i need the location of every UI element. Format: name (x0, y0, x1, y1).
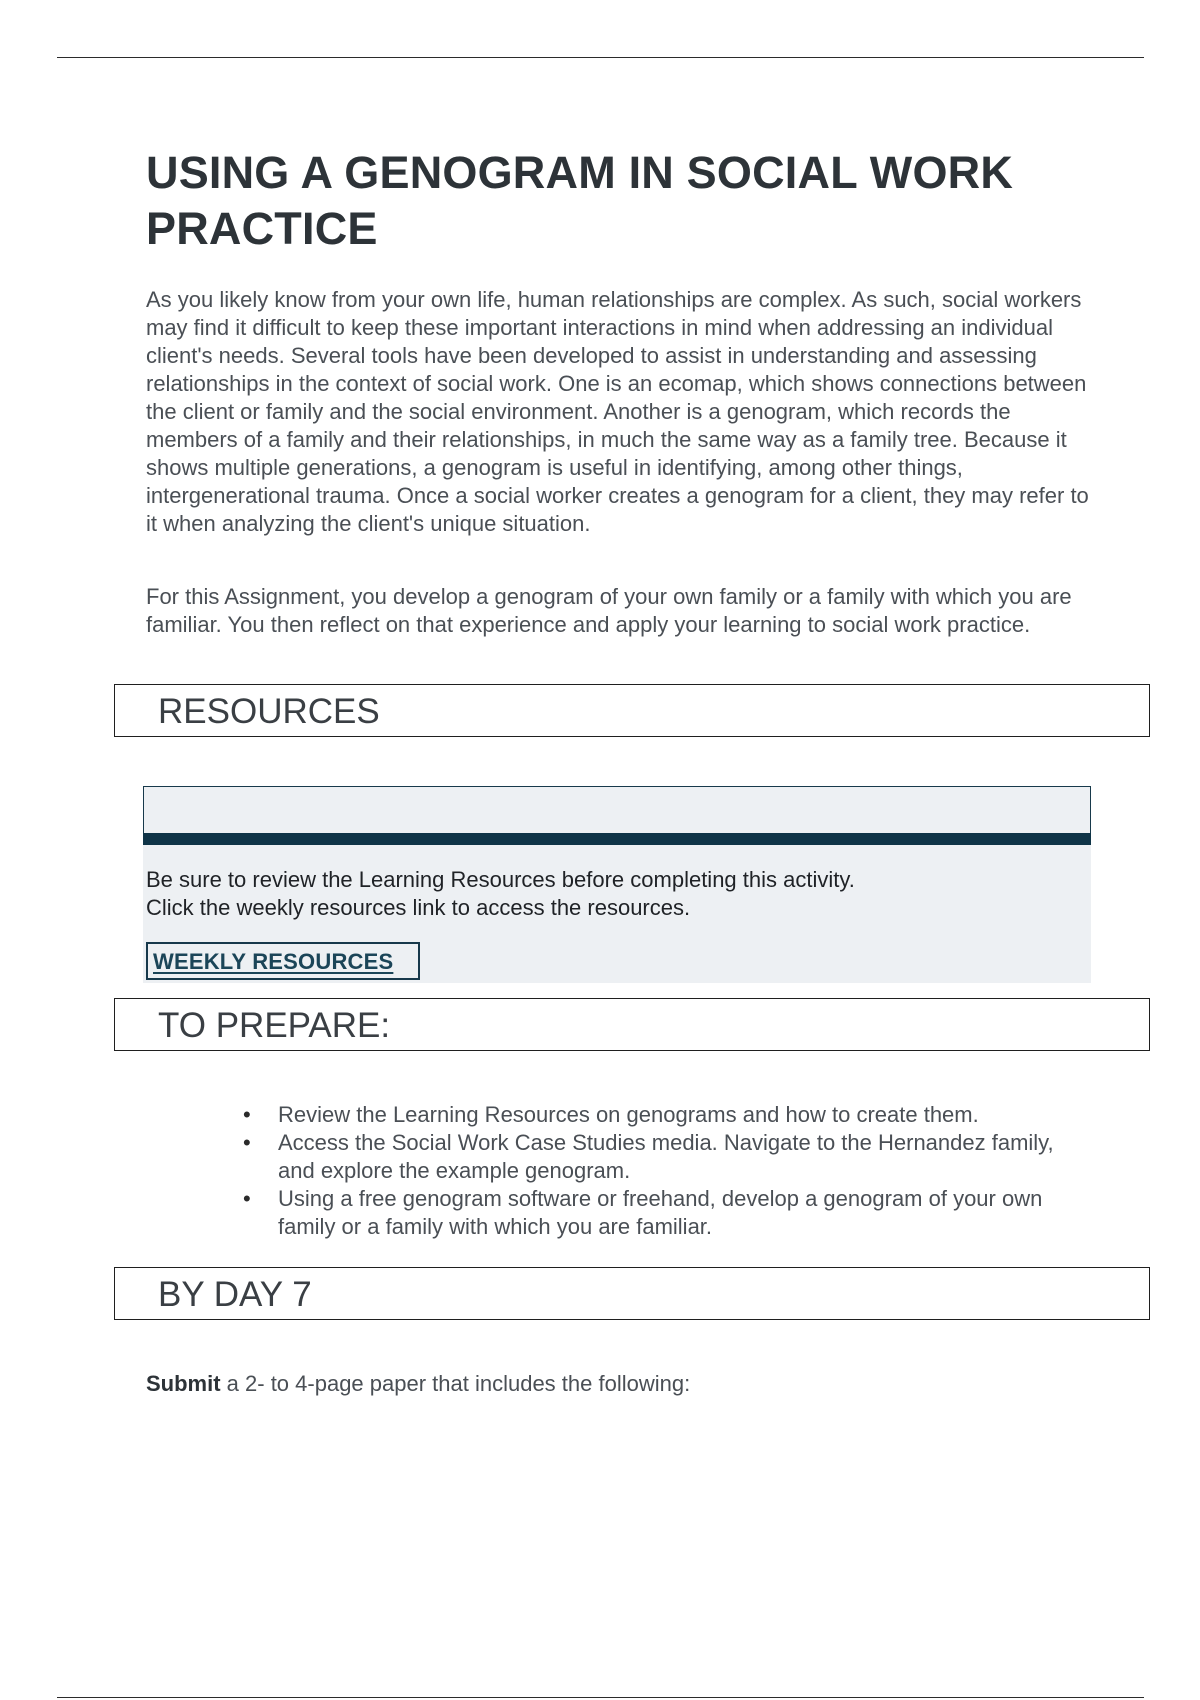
page-title: USING A GENOGRAM IN SOCIAL WORK PRACTICE (146, 147, 1014, 254)
bullet-icon: • (243, 1186, 251, 1211)
submit-rest: a 2- to 4-page paper that includes the following: (220, 1371, 691, 1396)
prepare-list (243, 1101, 1093, 1241)
list-item: • Review the Learning Resources on genograms and how to create them. (243, 1102, 979, 1127)
deadline-heading: BY DAY 7 (158, 1275, 312, 1314)
bullet-icon: • (243, 1102, 251, 1127)
intro-paragraph-1: As you likely know from your own life, human relationships are complex. As such, social workers may find it difficult to keep these important interactions in mind when addressing an individual client's needs. Several tools have been developed to assist in understanding and assessing relationships in the context of social work. One is an ecomap, which shows connections between the client or family and the social environment. Another is a genogram, which records the members of a family and their relationships, in much the same way as a family tree. Because it shows multiple generations, a genogram is useful in identifying, among other things, intergenerational trauma. Once a social worker creates a genogram for a client, they may refer to it when analyzing the client's unique situation. (146, 287, 1089, 536)
resources-section-header (114, 684, 1150, 737)
resources-instructions (146, 866, 1076, 922)
top-rule (57, 57, 1144, 58)
deadline-section-header (114, 1267, 1150, 1320)
bullet-icon: • (243, 1130, 251, 1155)
submit-instruction (146, 1370, 690, 1398)
weekly-resources-button[interactable] (146, 942, 420, 980)
resources-panel-header (143, 786, 1091, 833)
weekly-resources-label: WEEKLY RESOURCES (153, 949, 394, 974)
resources-line-2: Click the weekly resources link to access the resources. (146, 895, 691, 920)
prepare-heading: TO PREPARE: (158, 1006, 391, 1045)
submit-bold: Submit (146, 1371, 221, 1396)
intro-paragraph-2: For this Assignment, you develop a genogram of your own family or a family with which you are familiar. You then reflect on that experience and apply your learning to social work practice. (146, 584, 1072, 637)
resources-line-1: Be sure to review the Learning Resources before completing this activity. (146, 867, 855, 892)
list-item: • Using a free genogram software or freehand, develop a genogram of your own family or a family with which you are familiar. (243, 1186, 1043, 1239)
resources-heading: RESOURCES (158, 692, 380, 731)
bottom-rule (57, 1697, 1144, 1698)
prepare-section-header (114, 998, 1150, 1051)
resources-accent-bar (143, 833, 1091, 845)
list-item: • Access the Social Work Case Studies media. Navigate to the Hernandez family, and explore the example genogram. (243, 1130, 1054, 1183)
resources-panel (143, 786, 1091, 983)
